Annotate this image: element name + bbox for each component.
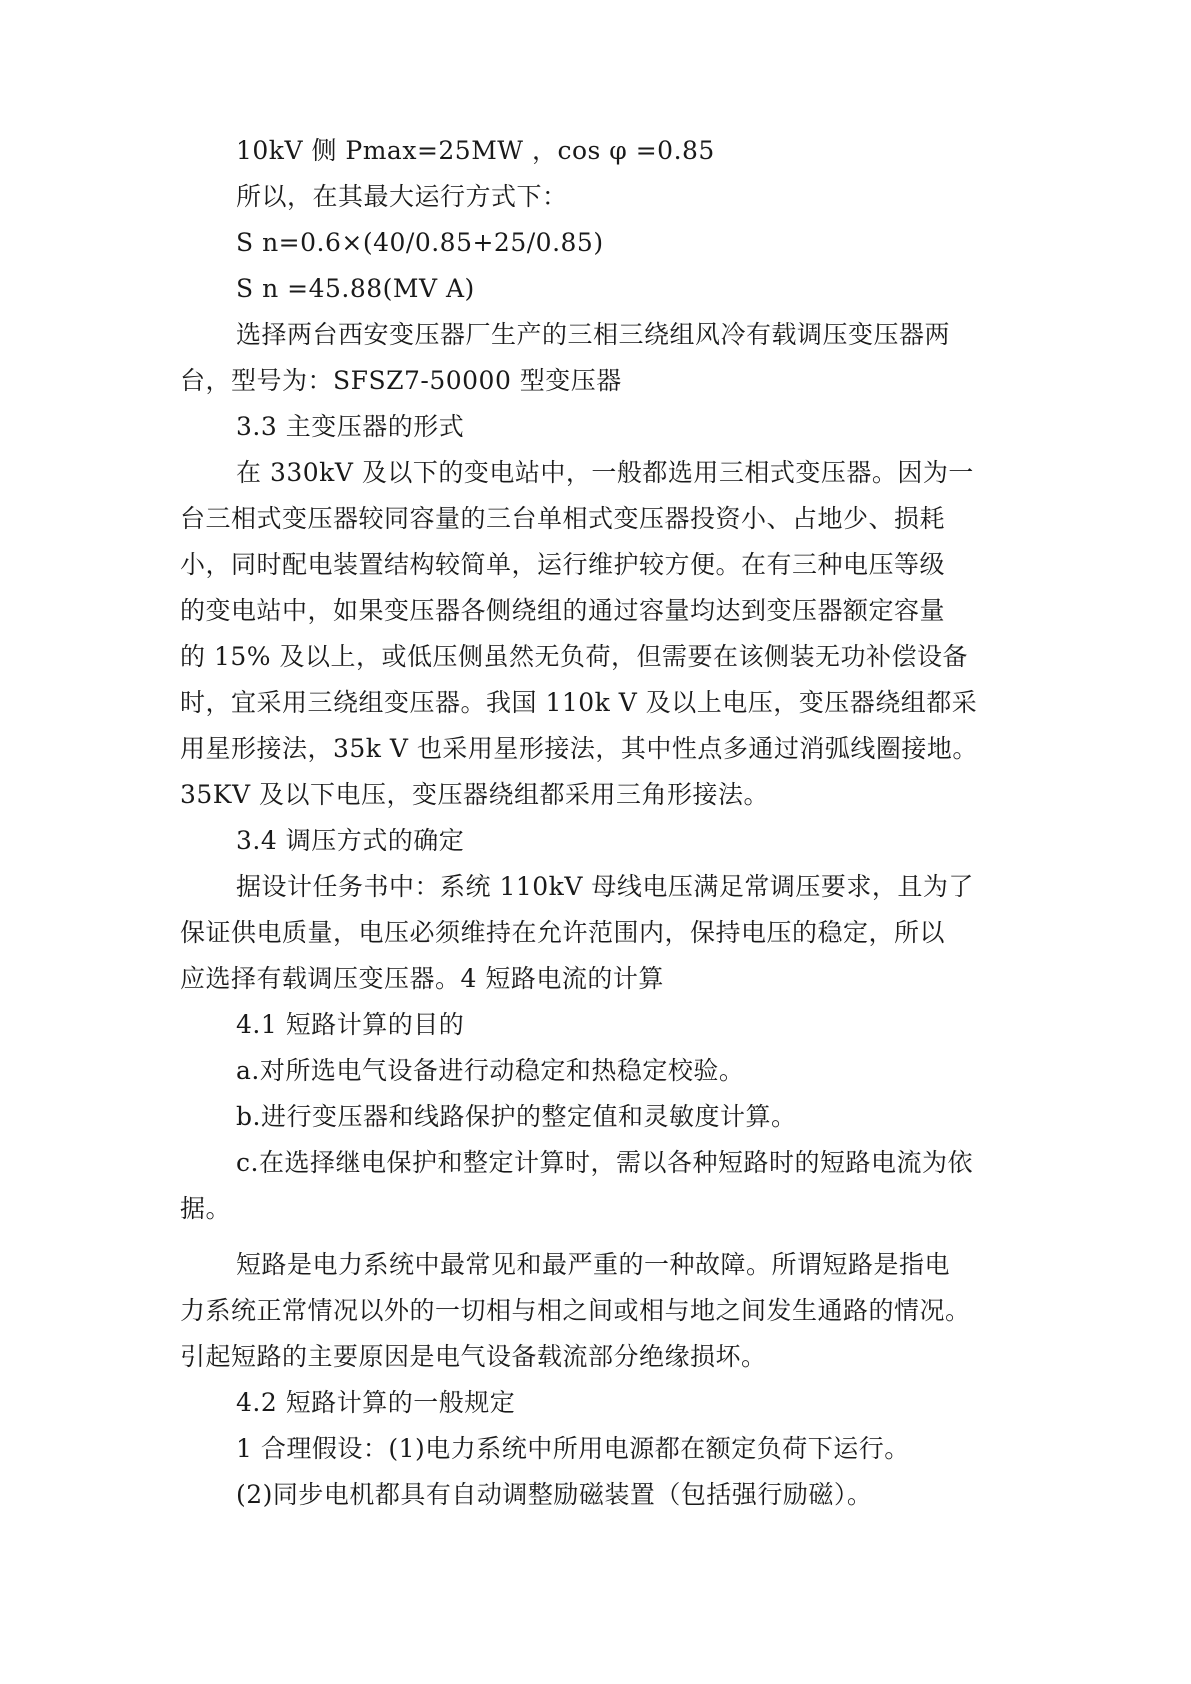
text-line: 台三相式变压器较同容量的三台单相式变压器投资小、占地少、损耗 [180, 504, 946, 533]
text-line: 1 合理假设：(1)电力系统中所用电源都在额定负荷下运行。 [236, 1434, 910, 1463]
text-line: 据。 [180, 1194, 232, 1223]
text-line: 小，同时配电装置结构较简单，运行维护较方便。在有三种电压等级 [180, 550, 946, 579]
text-line: 时，宜采用三绕组变压器。我国 110k V 及以上电压，变压器绕组都采 [180, 688, 978, 717]
text-line: 4.1 短路计算的目的 [236, 1010, 465, 1039]
text-line: 选择两台西安变压器厂生产的三相三绕组风冷有载调压变压器两 [236, 320, 951, 349]
document-body [180, 128, 1040, 1518]
text-line: 3.4 调压方式的确定 [236, 826, 465, 855]
text-line: 4.2 短路计算的一般规定 [236, 1388, 516, 1417]
text-line: S n=0.6×(40/0.85+25/0.85) [236, 228, 604, 257]
text-line: 所以，在其最大运行方式下： [236, 182, 568, 211]
text-line: 的变电站中，如果变压器各侧绕组的通过容量均达到变压器额定容量 [180, 596, 946, 625]
text-line: 力系统正常情况以外的一切相与相之间或相与地之间发生通路的情况。 [180, 1296, 971, 1325]
text-line: 据设计任务书中：系统 110kV 母线电压满足常调压要求，且为了 [236, 872, 974, 901]
text-line: S n =45.88(MV A) [236, 274, 475, 303]
text-line: 35KV 及以下电压，变压器绕组都采用三角形接法。 [180, 780, 769, 809]
text-line: b.进行变压器和线路保护的整定值和灵敏度计算。 [236, 1102, 797, 1131]
text-line: 3.3 主变压器的形式 [236, 412, 465, 441]
text-line: 应选择有载调压变压器。4 短路电流的计算 [180, 964, 664, 993]
text-line: 保证供电质量，电压必须维持在允许范围内，保持电压的稳定，所以 [180, 918, 946, 947]
text-line: (2)同步电机都具有自动调整励磁装置（包括强行励磁）。 [236, 1480, 873, 1509]
text-line: 引起短路的主要原因是电气设备载流部分绝缘损坏。 [180, 1342, 767, 1371]
text-line: 短路是电力系统中最常见和最严重的一种故障。所谓短路是指电 [236, 1250, 951, 1279]
text-line: c.在选择继电保护和整定计算时，需以各种短路时的短路电流为依 [236, 1148, 973, 1177]
text-line: 用星形接法，35k V 也采用星形接法，其中性点多通过消弧线圈接地。 [180, 734, 978, 763]
text-line: 10kV 侧 Pmax=25MW ，cos φ =0.85 [236, 136, 715, 165]
text-line: 在 330kV 及以下的变电站中，一般都选用三相式变压器。因为一 [236, 458, 974, 487]
text-line: 台，型号为：SFSZ7-50000 型变压器 [180, 366, 622, 395]
text-line: a.对所选电气设备进行动稳定和热稳定校验。 [236, 1056, 745, 1085]
text-line: 的 15% 及以上，或低压侧虽然无负荷，但需要在该侧装无功补偿设备 [180, 642, 968, 671]
